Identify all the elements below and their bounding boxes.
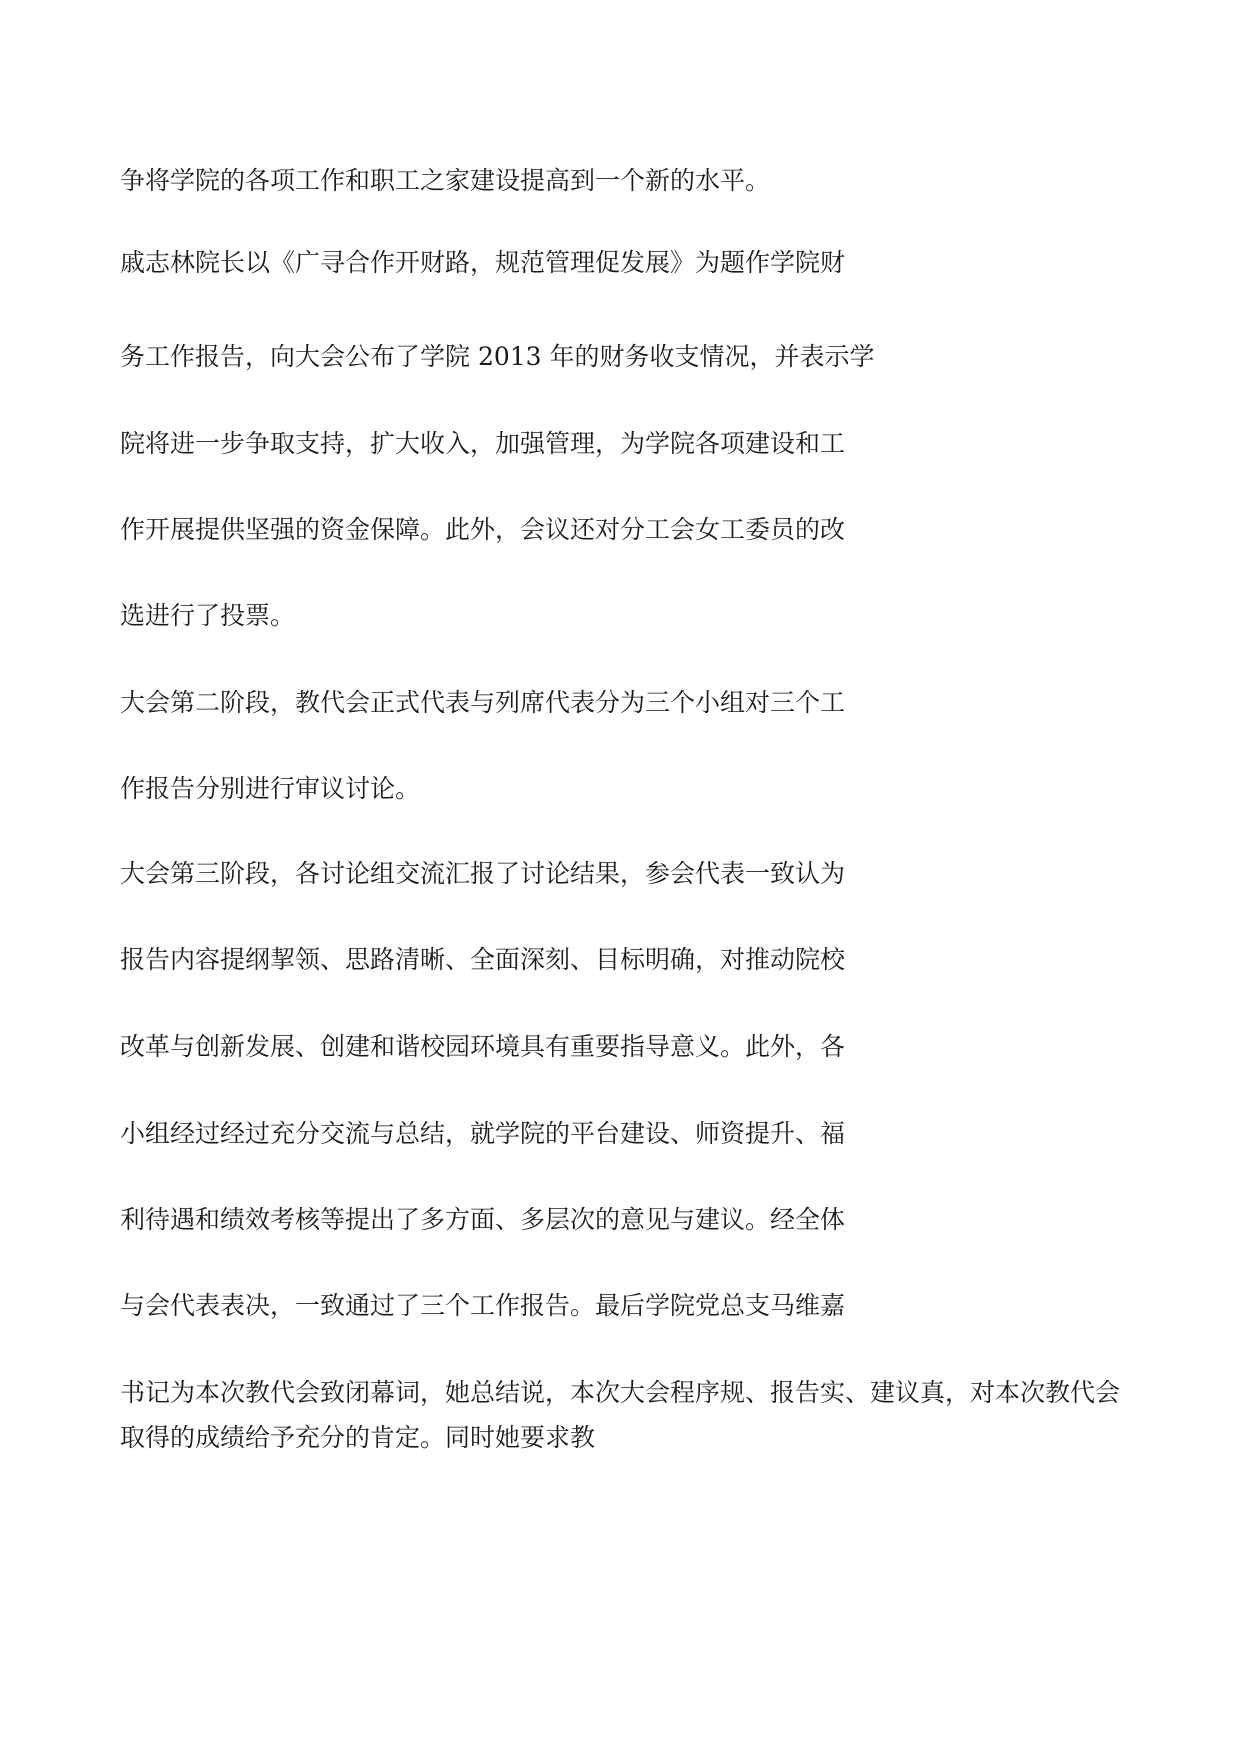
paragraph-line: 务工作报告，向大会公布了学院 2013 年的财务收支情况，并表示学 <box>120 342 875 371</box>
paragraph-line: 院将进一步争取支持，扩大收入，加强管理，为学院各项建设和工 <box>120 429 846 458</box>
paragraph-line: 争将学院的各项工作和职工之家建设提高到一个新的水平。 <box>120 166 771 195</box>
paragraph-line: 报告内容提纲挈领、思路清晰、全面深刻、目标明确，对推动院校 <box>120 945 846 974</box>
paragraph-line: 小组经过经过充分交流与总结，就学院的平台建设、师资提升、福 <box>120 1119 846 1148</box>
paragraph-line: 利待遇和绩效考核等提出了多方面、多层次的意见与建议。经全体 <box>120 1205 846 1234</box>
paragraph-line: 取得的成绩给予充分的肯定。同时她要求教 <box>120 1423 596 1452</box>
paragraph-line: 大会第二阶段，教代会正式代表与列席代表分为三个小组对三个工 <box>120 688 846 717</box>
paragraph-line: 作开展提供坚强的资金保障。此外，会议还对分工会女工委员的改 <box>120 515 846 544</box>
paragraph-line: 戚志林院长以《广寻合作开财路，规范管理促发展》为题作学院财 <box>120 248 846 277</box>
paragraph-line: 作报告分别进行审议讨论。 <box>120 774 421 803</box>
paragraph-line: 改革与创新发展、创建和谐校园环境具有重要指导意义。此外，各 <box>120 1032 846 1061</box>
paragraph-line: 选进行了投票。 <box>120 601 296 630</box>
paragraph-line: 与会代表表决，一致通过了三个工作报告。最后学院党总支马维嘉 <box>120 1291 846 1320</box>
paragraph-line: 大会第三阶段，各讨论组交流汇报了讨论结果，参会代表一致认为 <box>120 859 846 888</box>
paragraph-line: 书记为本次教代会致闭幕词，她总结说，本次大会程序规、报告实、建议真，对本次教代会 <box>120 1378 1121 1407</box>
